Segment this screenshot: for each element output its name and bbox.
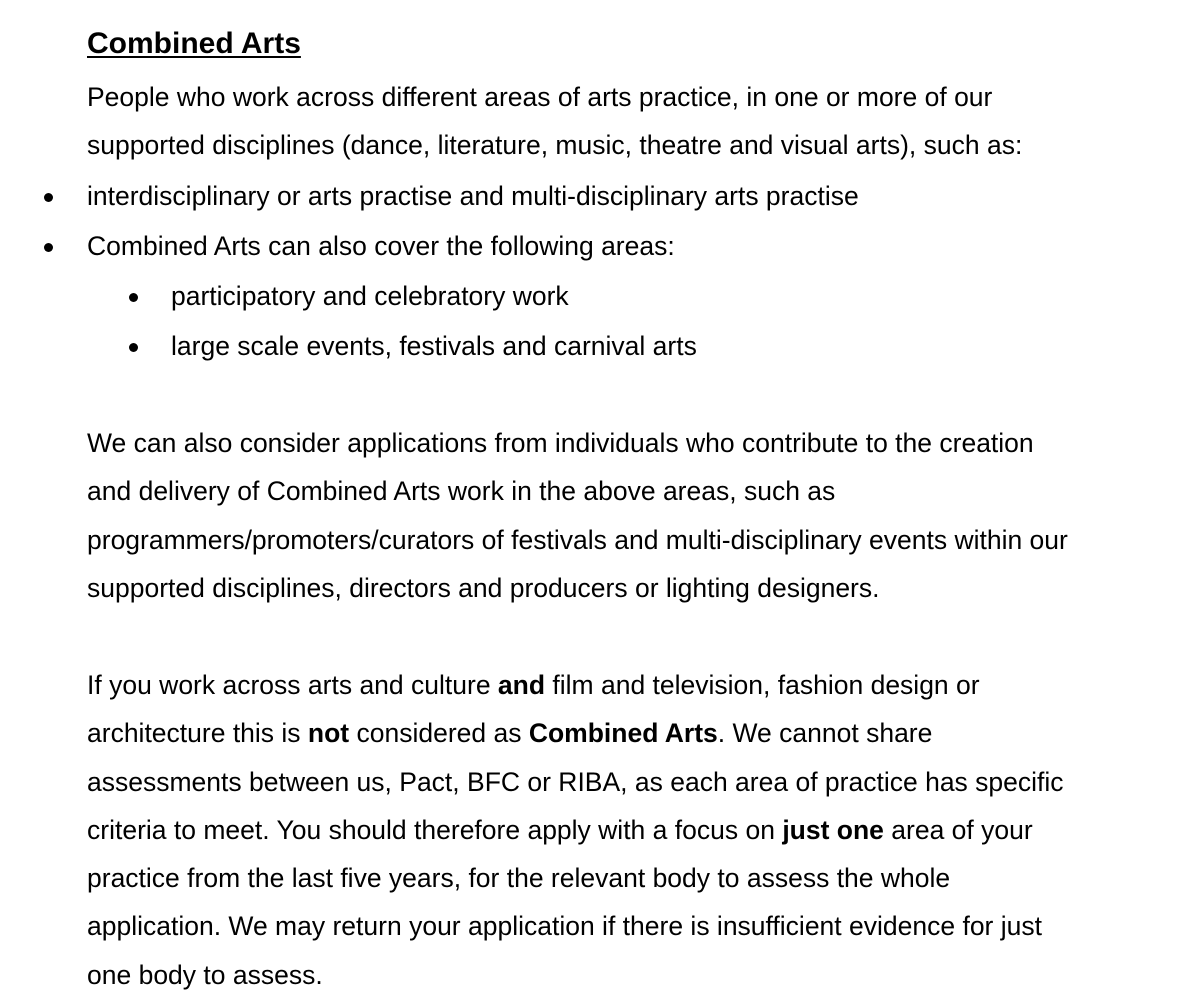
emphasis-text: just one xyxy=(782,814,884,845)
list-item-text: participatory and celebratory work xyxy=(171,281,569,311)
intro-paragraph xyxy=(87,73,1147,170)
text-run: architecture this is xyxy=(87,718,308,749)
text-line: supported disciplines (dance, literature, music, theatre and visual arts), such as: xyxy=(87,130,1023,161)
section-heading: Combined Arts xyxy=(87,27,301,60)
emphasis-text: Combined Arts xyxy=(528,718,718,749)
text-line: and delivery of Combined Arts work in the above areas, such as xyxy=(87,476,836,507)
bullet-icon xyxy=(44,193,53,202)
text-run: one body to assess. xyxy=(87,959,323,990)
sub-list-item xyxy=(171,322,697,370)
text-run: area of your xyxy=(883,814,1033,845)
text-run: If you work across arts and culture xyxy=(87,670,498,700)
exclusion-paragraph xyxy=(87,661,1147,999)
applications-paragraph xyxy=(87,419,1147,612)
list-item xyxy=(87,172,859,220)
text-run: practice from the last five years, for the relevant body to assess the whole xyxy=(87,863,951,894)
text-run: criteria to meet. You should therefore apply with a focus on xyxy=(87,814,783,845)
list-item-text: Combined Arts can also cover the following areas: xyxy=(87,231,675,261)
emphasis-text: and xyxy=(497,670,546,700)
sub-list-item xyxy=(171,272,569,320)
bullet-icon xyxy=(44,243,53,252)
list-item-text: large scale events, festivals and carnival arts xyxy=(171,331,697,361)
bullet-icon xyxy=(129,343,138,352)
bullet-icon xyxy=(129,293,138,302)
text-line: People who work across different areas of arts practice, in one or more of our xyxy=(87,82,993,112)
text-run: application. We may return your application if there is insufficient evidence for just xyxy=(87,911,1042,942)
emphasis-text: not xyxy=(307,718,350,749)
text-line: We can also consider applications from individuals who contribute to the creation xyxy=(87,428,1034,458)
text-run: film and television, fashion design or xyxy=(545,670,980,700)
text-run: . We cannot share xyxy=(717,718,933,749)
list-item xyxy=(87,222,675,270)
text-run: considered as xyxy=(349,718,529,749)
text-line: supported disciplines, directors and producers or lighting designers. xyxy=(87,572,880,603)
list-item-text: interdisciplinary or arts practise and multi-disciplinary arts practise xyxy=(87,181,859,211)
text-run: assessments between us, Pact, BFC or RIBA, as each area of practice has specific xyxy=(87,766,1064,797)
text-line: programmers/promoters/curators of festivals and multi-disciplinary events within our xyxy=(87,524,1068,555)
